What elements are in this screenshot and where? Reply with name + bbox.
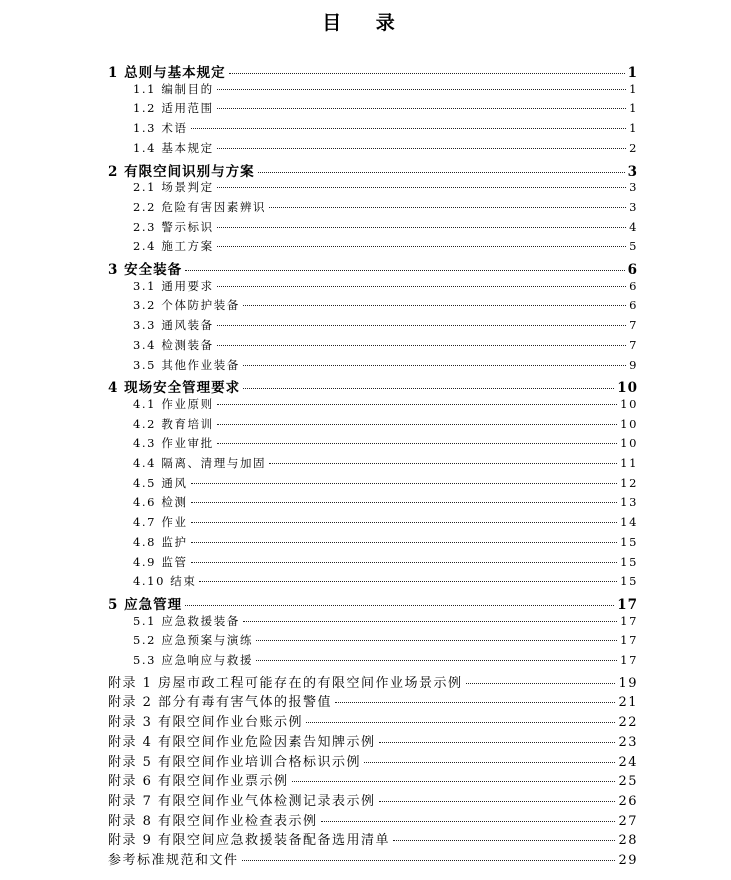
toc-section-entry[interactable]: [133, 238, 638, 254]
toc-entry-label: 3.2 个体防护装备: [133, 298, 240, 313]
toc-page-number: 9: [629, 357, 638, 372]
toc-dot-leader: [191, 522, 618, 523]
toc-section-entry[interactable]: [133, 573, 638, 589]
toc-dot-leader: [269, 207, 626, 208]
toc-entry-label: 4.3 作业审批: [133, 436, 214, 451]
toc-dot-leader: [191, 483, 618, 484]
toc-entry-label: 附录 1 房屋市政工程可能存在的有限空间作业场景示例: [108, 675, 463, 691]
toc-entry-label: 3.4 检测装备: [133, 337, 214, 352]
toc-entry-label: 2 有限空间识别与方案: [108, 163, 255, 180]
toc-entry-label: 1.1 编制目的: [133, 81, 214, 96]
toc-section-entry[interactable]: [133, 613, 638, 629]
toc-appendix-entry[interactable]: [108, 711, 638, 730]
toc-section-entry[interactable]: [133, 357, 638, 373]
toc-section-entry[interactable]: [133, 435, 638, 451]
toc-entry-label: 附录 3 有限空间作业台账示例: [108, 715, 304, 731]
toc-page-number: 1: [629, 81, 638, 96]
toc-section-entry[interactable]: [133, 297, 638, 313]
toc-entry-label: 5.2 应急预案与演练: [133, 633, 254, 648]
toc-chapter-entry[interactable]: [108, 376, 638, 396]
toc-entry-label: 附录 8 有限空间作业检查表示例: [108, 813, 318, 829]
toc-page-number: 1: [627, 65, 638, 81]
toc-appendix-entry[interactable]: [108, 751, 638, 770]
toc-section-entry[interactable]: [133, 554, 638, 570]
toc-dot-leader: [217, 227, 626, 228]
toc-dot-leader: [466, 683, 616, 684]
toc-entry-label: 附录 7 有限空间作业气体检测记录表示例: [108, 793, 376, 809]
toc-page-number: 1: [629, 121, 638, 136]
toc-appendix-entry[interactable]: [108, 691, 638, 710]
toc-dot-leader: [199, 581, 617, 582]
toc-dot-leader: [335, 702, 615, 703]
toc-dot-leader: [229, 73, 625, 74]
toc-section-entry[interactable]: [133, 652, 638, 668]
toc-entry-label: 4.4 隔离、清理与加固: [133, 456, 267, 470]
toc-dot-leader: [269, 463, 617, 464]
toc-dot-leader: [321, 821, 616, 822]
toc-entry-label: 参考标准规范和文件: [108, 853, 239, 868]
toc-entry-label: 5 应急管理: [108, 596, 183, 613]
toc-page-number: 10: [617, 380, 638, 397]
toc-entry-label: 5.1 应急救援装备: [133, 613, 240, 628]
toc-page-number: 6: [629, 278, 638, 293]
toc-dot-leader: [191, 562, 618, 563]
toc-dot-leader: [242, 860, 616, 861]
toc-dot-leader: [258, 172, 625, 173]
toc-dot-leader: [185, 605, 614, 606]
toc-dot-leader: [191, 542, 618, 543]
toc-entry-label: 1.4 基本规定: [133, 140, 214, 155]
toc-section-entry[interactable]: [133, 120, 638, 136]
toc-dot-leader: [185, 270, 625, 271]
toc-entry-label: 4.1 作业原则: [133, 396, 214, 411]
toc-appendix-entry[interactable]: [108, 829, 638, 848]
toc-dot-leader: [217, 345, 626, 346]
toc-entry-label: 3 安全装备: [108, 262, 183, 278]
toc-page-number: 24: [618, 754, 638, 770]
toc-section-entry[interactable]: [133, 81, 638, 97]
toc-dot-leader: [243, 621, 617, 622]
toc-page-number: 12: [620, 475, 638, 490]
toc-entry-label: 附录 2 部分有毒有害气体的报警值: [108, 695, 333, 711]
toc-entry-label: 5.3 应急响应与救援: [133, 653, 254, 667]
toc-dot-leader: [306, 722, 615, 723]
toc-entry-label: 3.1 通用要求: [133, 278, 214, 293]
toc-section-entry[interactable]: [133, 100, 638, 116]
toc-dot-leader: [217, 404, 617, 405]
toc-page-number: 2: [629, 140, 638, 155]
toc-entry-label: 4.9 监管: [133, 554, 188, 569]
toc-section-entry[interactable]: [133, 219, 638, 235]
toc-section-entry[interactable]: [133, 455, 638, 471]
toc-dot-leader: [217, 246, 626, 247]
toc-section-entry[interactable]: [133, 396, 638, 412]
toc-page-number: 25: [618, 774, 638, 790]
toc-entry-label: 1.3 术语: [133, 121, 188, 136]
toc-entry-label: 1.2 适用范围: [133, 101, 214, 116]
toc-page-number: 27: [618, 813, 638, 829]
toc-page-number: 14: [620, 515, 638, 530]
toc-chapter-entry[interactable]: [108, 593, 638, 613]
toc-entry-label: 4.7 作业: [133, 515, 188, 530]
toc-page-number: 6: [629, 298, 638, 313]
toc-entry-label: 2.4 施工方案: [133, 239, 214, 254]
toc-dot-leader: [292, 781, 616, 782]
toc-page-number: 4: [629, 219, 638, 234]
toc-page-number: 10: [620, 436, 638, 451]
toc-page-number: 22: [618, 715, 638, 731]
toc-dot-leader: [379, 742, 616, 743]
toc-dot-leader: [217, 325, 626, 326]
toc-entry-label: 1 总则与基本规定: [108, 65, 226, 81]
toc-entry-label: 2.3 警示标识: [133, 219, 214, 234]
toc-page-number: 3: [629, 180, 638, 195]
toc-dot-leader: [191, 502, 618, 503]
toc-dot-leader: [191, 128, 627, 129]
toc-page-number: 15: [620, 574, 638, 589]
toc-dot-leader: [243, 388, 614, 389]
toc-appendix-entry[interactable]: [108, 849, 638, 868]
toc-entry-label: 4.6 检测: [133, 495, 188, 510]
toc-section-entry[interactable]: [133, 416, 638, 432]
toc-page-number: 10: [620, 416, 638, 431]
toc-entry-label: 附录 9 有限空间应急救援装备配备选用清单: [108, 833, 391, 849]
page-title: 目 录: [322, 12, 409, 34]
toc-entry-label: 4.8 监护: [133, 534, 188, 549]
toc-page-number: 6: [627, 262, 638, 278]
toc-appendix-entry[interactable]: [108, 770, 638, 789]
toc-page-number: 23: [618, 734, 638, 750]
toc-dot-leader: [217, 89, 626, 90]
toc-dot-leader: [217, 108, 626, 109]
toc-entry-label: 2.1 场景判定: [133, 180, 214, 195]
toc-page-number: 21: [618, 695, 638, 711]
toc-section-entry[interactable]: [133, 317, 638, 333]
toc-dot-leader: [379, 801, 616, 802]
toc-chapter-entry[interactable]: [108, 160, 638, 180]
toc-page-number: 13: [620, 495, 638, 510]
toc-page-number: 28: [618, 833, 638, 849]
toc-section-entry[interactable]: [133, 494, 638, 510]
toc-page-number: 26: [618, 793, 638, 809]
toc-page-number: 15: [620, 554, 638, 569]
toc-dot-leader: [217, 424, 617, 425]
toc-dot-leader: [364, 762, 615, 763]
toc-page-number: 17: [617, 596, 638, 613]
toc-entry-label: 4.2 教育培训: [133, 416, 214, 431]
toc-entry-label: 附录 6 有限空间作业票示例: [108, 774, 289, 790]
toc-section-entry[interactable]: [133, 179, 638, 195]
toc-page-number: 3: [629, 199, 638, 214]
toc-page-number: 17: [620, 633, 638, 648]
toc-page-number: 15: [620, 534, 638, 549]
toc-section-entry[interactable]: [133, 475, 638, 491]
toc-page-number: 10: [620, 396, 638, 411]
toc-page-number: 17: [620, 653, 638, 667]
toc-page-number: 29: [618, 853, 638, 868]
toc-entry-label: 附录 5 有限空间作业培训合格标识示例: [108, 754, 362, 770]
toc-section-entry[interactable]: [133, 337, 638, 353]
toc-section-entry[interactable]: [133, 534, 638, 550]
toc-page-number: 5: [629, 239, 638, 254]
toc-entry-label: 4 现场安全管理要求: [108, 380, 241, 397]
toc-dot-leader: [217, 148, 626, 149]
toc-dot-leader: [243, 305, 626, 306]
toc-dot-leader: [243, 365, 626, 366]
toc-entry-label: 4.10 结束: [133, 574, 197, 589]
toc-page-number: 11: [620, 456, 638, 470]
toc-chapter-entry[interactable]: [108, 258, 638, 278]
toc-appendix-entry[interactable]: [108, 731, 638, 750]
toc-page-number: 3: [627, 163, 638, 180]
toc-section-entry[interactable]: [133, 514, 638, 530]
toc-entry-label: 2.2 危险有害因素辨识: [133, 199, 267, 214]
toc-appendix-entry[interactable]: [108, 672, 638, 691]
toc-page-number: 7: [629, 337, 638, 352]
toc-appendix-entry[interactable]: [108, 790, 638, 809]
toc-section-entry[interactable]: [133, 199, 638, 215]
toc-page-number: 1: [629, 101, 638, 116]
toc-section-entry[interactable]: [133, 632, 638, 648]
toc-entry-label: 4.5 通风: [133, 475, 188, 490]
toc-page-number: 17: [620, 613, 638, 628]
toc-entry-label: 3.5 其他作业装备: [133, 357, 240, 372]
toc-dot-leader: [217, 443, 617, 444]
toc-dot-leader: [217, 286, 626, 287]
toc-entry-label: 附录 4 有限空间作业危险因素告知牌示例: [108, 734, 376, 750]
toc-entry-label: 3.3 通风装备: [133, 318, 214, 333]
toc-section-entry[interactable]: [133, 278, 638, 294]
toc-dot-leader: [393, 840, 615, 841]
toc-section-entry[interactable]: [133, 140, 638, 156]
toc-dot-leader: [256, 640, 617, 641]
toc-appendix-entry[interactable]: [108, 810, 638, 829]
toc-dot-leader: [256, 660, 617, 661]
toc-page-number: 7: [629, 318, 638, 333]
toc-chapter-entry[interactable]: [108, 61, 638, 81]
toc-dot-leader: [217, 187, 626, 188]
toc-page-number: 19: [618, 675, 638, 691]
